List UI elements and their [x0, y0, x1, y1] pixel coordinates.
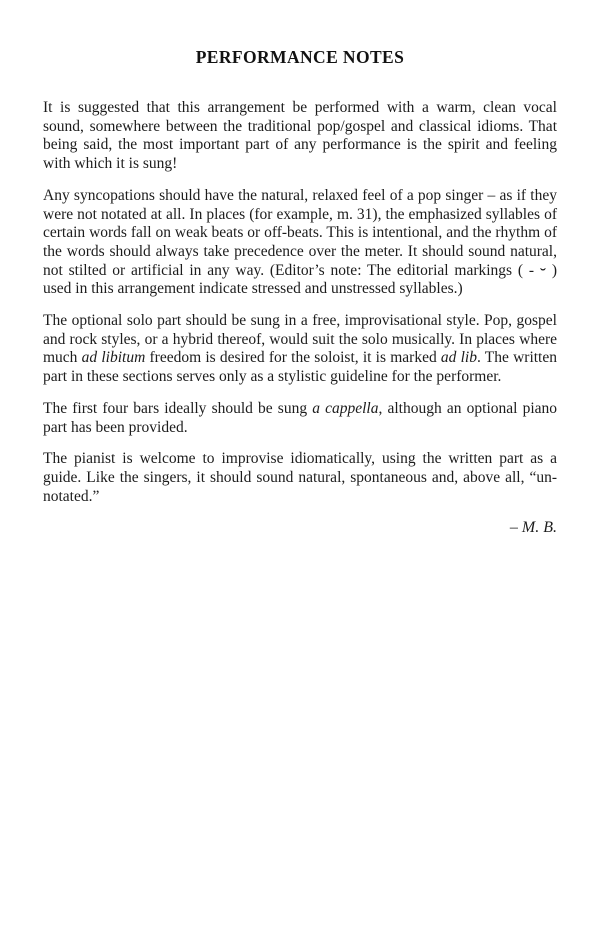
- author-signature: – M. B.: [509, 519, 557, 537]
- paragraph-solo-part: The optional solo part should be sung in a free, improvisational style. Pop, gospel and rock styles, or a hybrid thereof, would suit the solo musically. In places where much ad libitum freedom is desired for the soloist, it is marked ad lib. The written part in these sections serves only as a stylistic guideline for the performer.: [43, 312, 557, 386]
- paragraph-vocal-sound: It is suggested that this arrangement be performed with a warm, clean vocal sound, somewhere between the traditional pop/gospel and classical idioms. That being said, the most important part of any performance is the spirit and feeling with which it is sung!: [43, 99, 557, 173]
- performance-notes-body: [0, 99, 600, 506]
- paragraph-pianist: The pianist is welcome to improvise idiomatically, using the written part as a guide. Like the singers, it should sound natural, spontaneous and, above all, “un-notated.”: [43, 450, 557, 505]
- paragraph-a-cappella: The first four bars ideally should be sung a cappella, although an optional piano part has been provided.: [43, 399, 558, 436]
- paragraph-syncopations: Any syncopations should have the natural, relaxed feel of a pop singer – as if they were not notated at all. In places (for example, m. 31), the emphasized syllables of certain words fall on weak beats or off-beats. This is intentional, and the rhythm of the words should always take precedence over the meter. It should sound natural, not stilted or artificial in any way. (Editor’s note: The editorial markings ( - ˘ ) used in this arrangement indicate stressed and unstressed syllables.): [43, 186, 557, 298]
- page-title: PERFORMANCE NOTES: [195, 47, 405, 67]
